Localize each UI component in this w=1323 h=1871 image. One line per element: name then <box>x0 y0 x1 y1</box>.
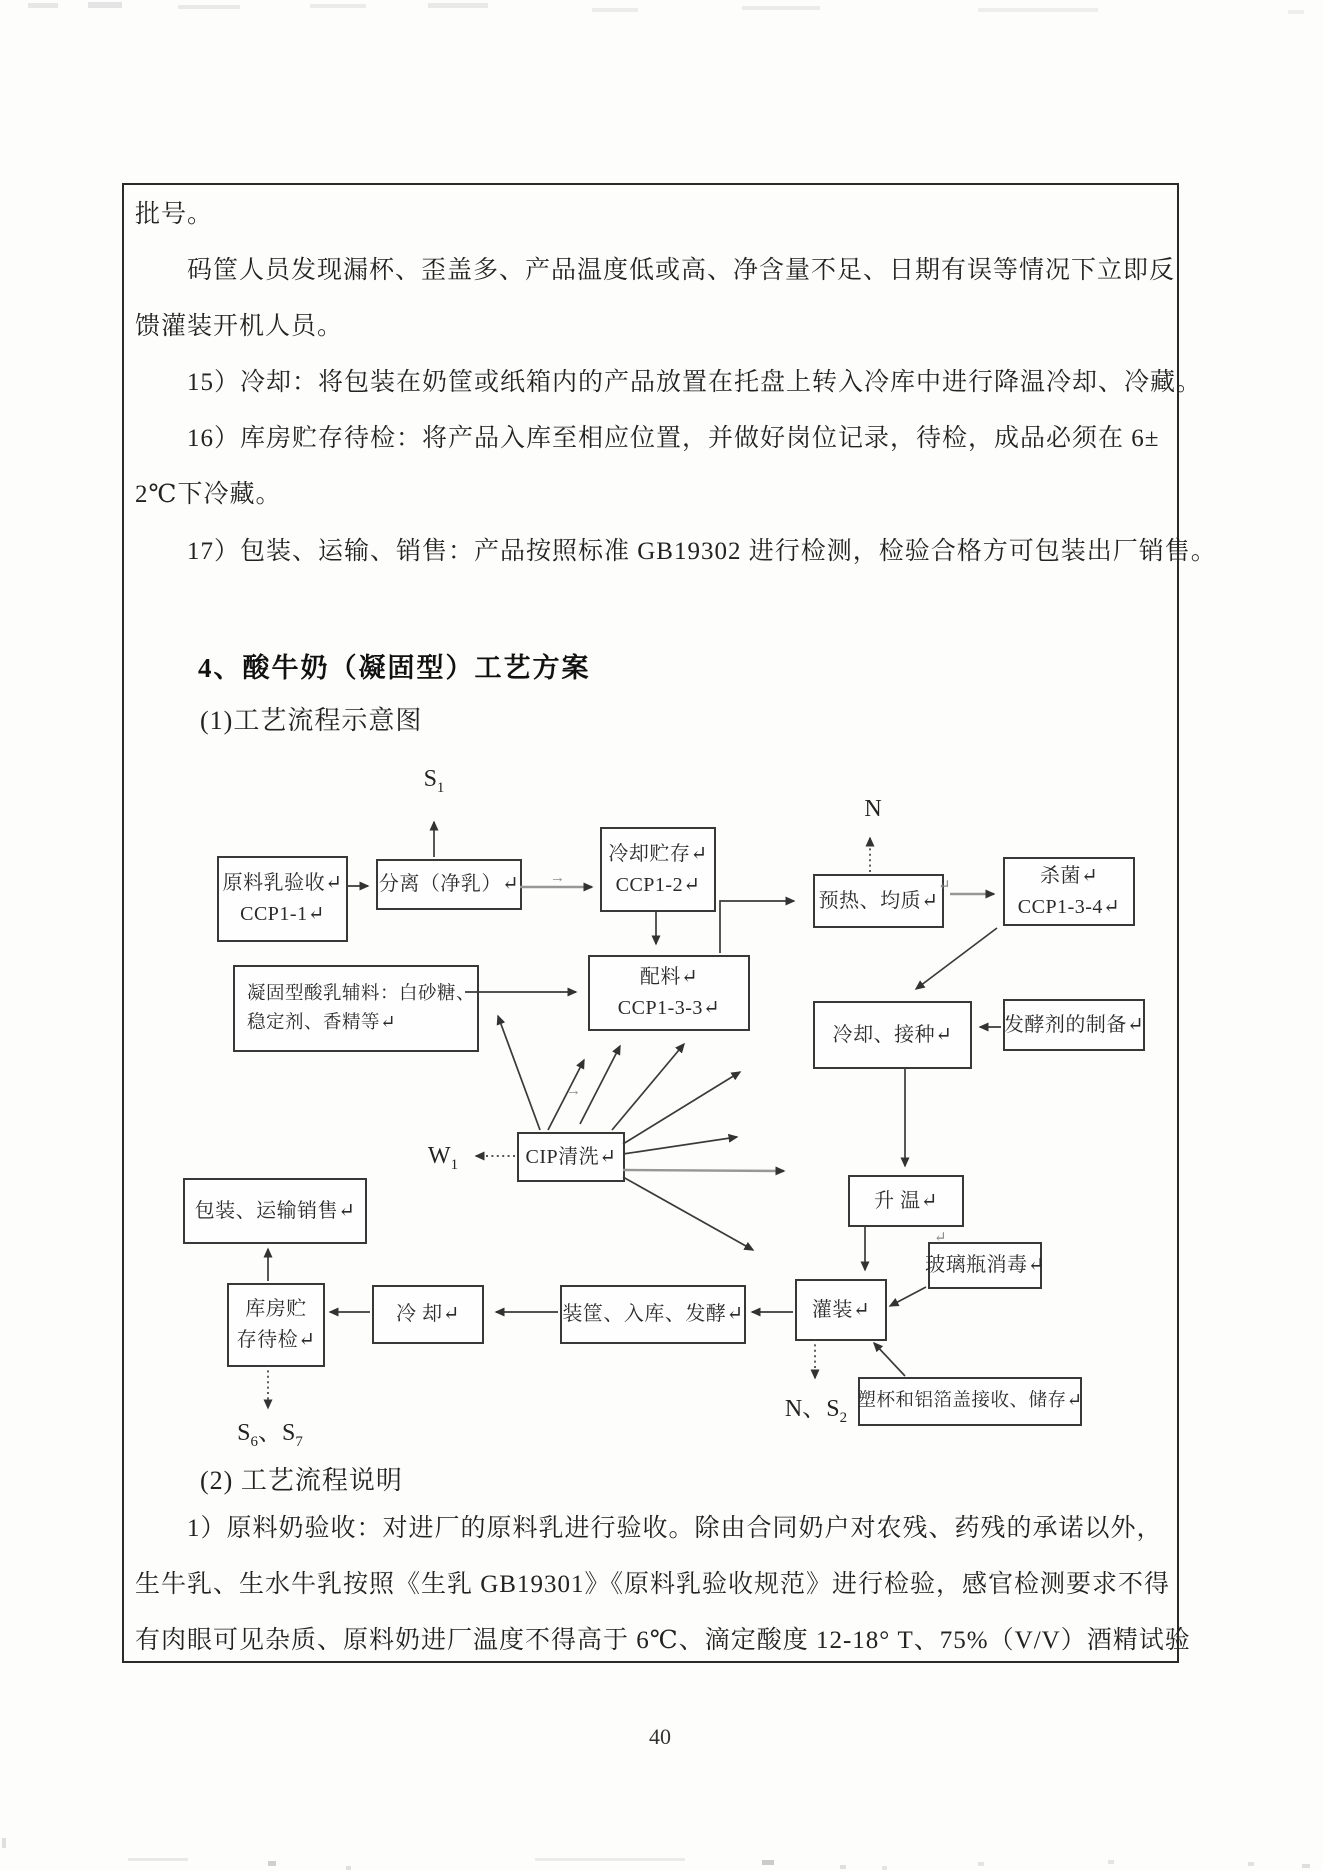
flow-box-label: 包装、运输销售↵ <box>194 1199 356 1222</box>
paragraph-line: 码筐人员发现漏杯、歪盖多、产品温度低或高、净含量不足、日期有误等情况下立即反 <box>187 257 1176 284</box>
paragraph-line: 生牛乳、生水牛乳按照《生乳 GB19301》《原料乳验收规范》进行检验，感官检测要求不得 <box>135 1571 1170 1598</box>
flow-box-label: CCP1-2↵ <box>615 873 701 896</box>
stream-label-w1: $W_1$ <box>427 1143 459 1173</box>
scan-artifact <box>978 8 1098 12</box>
scan-artifact <box>1108 1860 1114 1864</box>
flow-box-label: 分离（净乳）↵ <box>378 873 520 895</box>
flow-box-label: CCP1-3-4↵ <box>1017 895 1121 918</box>
flow-box-label: 配料↵ <box>639 966 699 988</box>
flow-box-label: 塑杯和铝箔盖接收、储存↵ <box>857 1391 1083 1412</box>
scan-artifact <box>1302 1864 1310 1868</box>
stray-arrow-glyph: → <box>550 870 565 886</box>
flow-box-label: 升 温↵ <box>874 1189 938 1212</box>
flow-box-label: 冷却、接种↵ <box>832 1023 953 1046</box>
flow-box-label: 杀菌↵ <box>1039 864 1099 887</box>
scan-artifact <box>1288 10 1304 14</box>
scan-artifact <box>310 4 366 8</box>
paragraph-line: 1）原料奶验收：对进厂的原料乳进行验收。除由合同奶户对农残、药残的承诺以外， <box>187 1515 1163 1542</box>
flow-box-auxiliary-materials <box>233 965 479 1052</box>
stream-label-s1: $S_1$ <box>423 766 445 796</box>
scan-artifact <box>346 1866 351 1870</box>
scan-artifact <box>178 5 240 9</box>
flow-box-separation <box>376 859 522 910</box>
flow-box-label: CCP1-1↵ <box>240 903 325 925</box>
flow-box-label: 稳定剂、香精等↵ <box>247 1012 397 1033</box>
stray-return-glyph: ↵ <box>938 878 951 894</box>
scan-artifact <box>1248 1862 1254 1866</box>
paragraph-line: 17）包装、运输、销售：产品按照标准 GB19302 进行检测，检验合格方可包装出厂销售。 <box>187 538 1217 565</box>
paragraph-line: 16）库房贮存待检：将产品入库至相应位置，并做好岗位记录，待检，成品必须在 6± <box>187 425 1160 452</box>
scan-artifact <box>762 1860 774 1865</box>
stray-return-glyph: ↵ <box>934 1230 947 1246</box>
stream-label-s6-s7: $S_6$、$S_7$ <box>237 1420 303 1450</box>
subsection-1-heading: (1)工艺流程示意图 <box>200 706 423 735</box>
paragraph-line: 馈灌装开机人员。 <box>135 313 344 340</box>
flow-box-label: 冷却贮存↵ <box>608 842 708 865</box>
scan-artifact <box>978 1862 984 1866</box>
flow-box-label: 预热、均质↵ <box>818 889 939 912</box>
page-number: 40 <box>649 1724 671 1749</box>
scan-artifact <box>840 1865 846 1869</box>
flow-box-sterilization <box>1003 857 1135 926</box>
flow-box-label: 发酵剂的制备↵ <box>1003 1013 1145 1036</box>
flow-box-cup-foil-receive-store <box>858 1377 1082 1426</box>
stray-arrow-glyph: → <box>566 1083 581 1099</box>
stream-label-n: N <box>864 796 882 822</box>
flow-box-pack-transport-sale <box>183 1178 367 1244</box>
flow-box-basket-warehouse-ferment <box>560 1285 746 1344</box>
flow-box-filling <box>795 1279 887 1341</box>
flow-box-raw-milk-acceptance <box>217 856 348 942</box>
flow-box-glass-bottle-sterilize <box>925 1242 1045 1289</box>
scan-artifact <box>28 3 58 8</box>
flow-box-warm-up <box>848 1175 964 1227</box>
scan-artifact <box>128 1858 188 1861</box>
flow-box-label: 凝固型酸乳辅料：白砂糖、 <box>247 983 476 1004</box>
scan-artifact <box>882 1866 887 1870</box>
flow-box-label: 原料乳验收↵ <box>222 872 343 894</box>
flow-box-label: 库房贮 <box>245 1298 307 1320</box>
flow-box-cooling-storage <box>600 827 716 912</box>
flow-box-cip-cleaning <box>517 1132 625 1182</box>
section-heading: 4、酸牛奶（凝固型）工艺方案 <box>198 653 591 683</box>
flow-box-warehouse-pending <box>227 1283 325 1367</box>
flow-box-cooling <box>372 1285 484 1344</box>
flow-box-label: 存待检↵ <box>236 1329 316 1351</box>
scan-artifact <box>535 1858 685 1861</box>
scan-artifact <box>742 6 820 10</box>
flow-box-label: 装筐、入库、发酵↵ <box>562 1303 744 1325</box>
flow-box-label: CCP1-3-3↵ <box>617 997 721 1019</box>
scan-artifact <box>2 1838 6 1848</box>
paragraph-line: 批号。 <box>135 201 214 228</box>
flow-box-preheat-homogenize <box>813 874 944 928</box>
flow-box-ingredients <box>588 955 750 1031</box>
scan-artifact <box>268 1861 276 1866</box>
flow-box-label: 冷 却↵ <box>396 1303 460 1325</box>
flow-box-cool-inoculate <box>813 1001 972 1069</box>
paragraph-line: 2℃下冷藏。 <box>135 481 282 508</box>
flow-box-label: 玻璃瓶消毒↵ <box>925 1254 1045 1276</box>
stream-label-n-s2: N、$S_2$ <box>784 1396 848 1426</box>
flow-box-label: CIP清洗↵ <box>525 1145 617 1168</box>
flow-box-starter-preparation <box>1003 999 1145 1051</box>
scan-artifact <box>88 2 122 8</box>
flow-box-label: 灌装↵ <box>811 1298 871 1321</box>
scan-artifact <box>428 3 488 8</box>
scan-artifact <box>592 8 638 12</box>
paragraph-line: 15）冷却：将包装在奶筐或纸箱内的产品放置在托盘上转入冷库中进行降温冷却、冷藏。 <box>187 369 1203 396</box>
subsection-2-heading: (2) 工艺流程说明 <box>200 1466 403 1495</box>
paragraph-line: 有肉眼可见杂质、原料奶进厂温度不得高于 6℃、滴定酸度 12-18° T、75%（V/V）酒精试验 <box>135 1627 1191 1654</box>
